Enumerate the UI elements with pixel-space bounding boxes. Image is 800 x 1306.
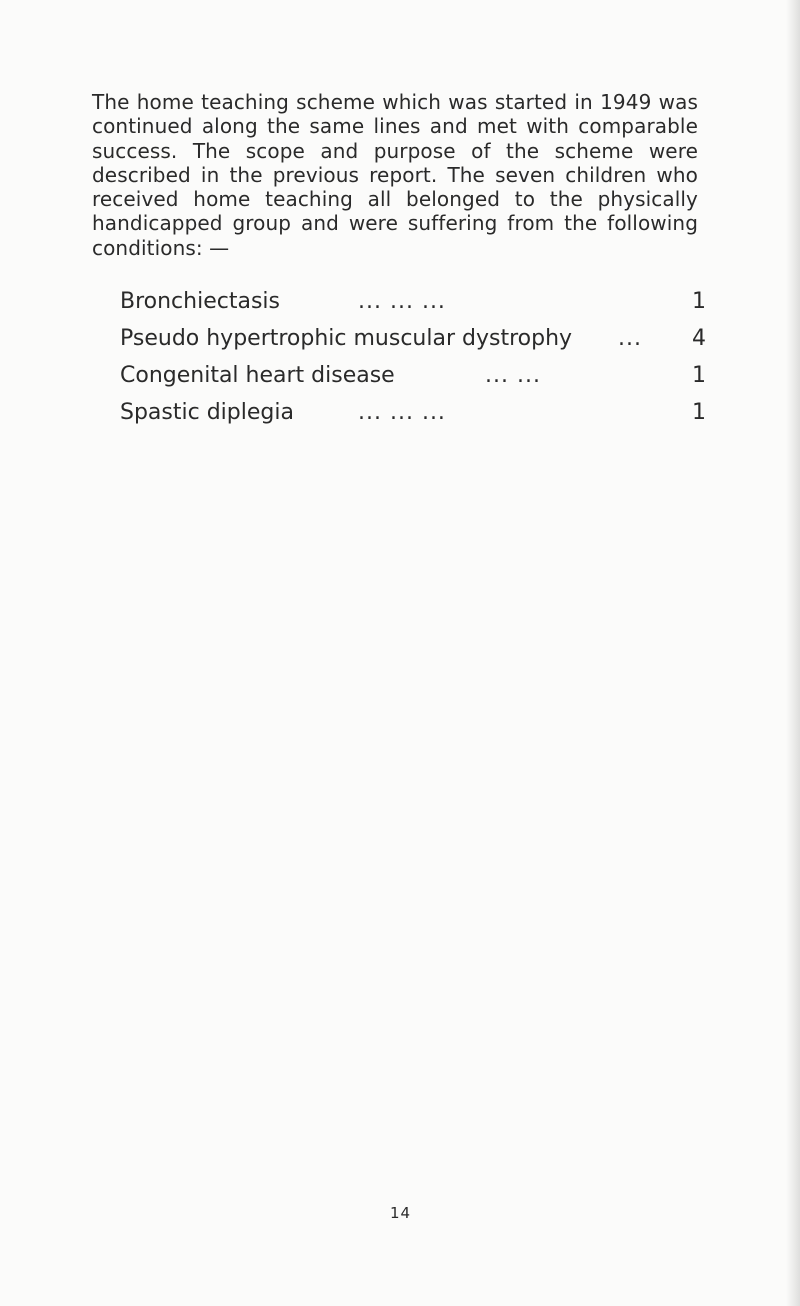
condition-count: 1 [692,400,706,425]
condition-count: 1 [692,363,706,388]
dot-leader: ... ... ... [358,400,446,425]
condition-row [120,283,710,320]
conditions-list [120,283,710,431]
condition-row [120,394,710,431]
condition-name: Spastic diplegia [120,400,294,425]
dot-leader: ... ... ... [358,289,446,314]
body-paragraph [92,90,698,260]
condition-name: Pseudo hypertrophic muscular dystrophy [120,326,573,351]
home-teaching-paragraph: The home teaching scheme which was started in 1949 was continued along the same lines and met with comparable success. The scope and purpose of the scheme were described in the previous report. The seven children who received home teaching all belonged to the physically handicapped group and were suffering from the following conditions: — [92,90,698,260]
page-edge-shadow [786,0,800,1306]
condition-name: Bronchiectasis [120,289,280,314]
condition-row [120,357,710,394]
dot-leader: ... [618,326,642,351]
condition-row [120,320,710,357]
dot-leader: ... ... [485,363,541,388]
page-number: 14 [390,1204,412,1222]
condition-count: 1 [692,289,706,314]
condition-count: 4 [692,326,706,351]
condition-name: Congenital heart disease [120,363,395,388]
